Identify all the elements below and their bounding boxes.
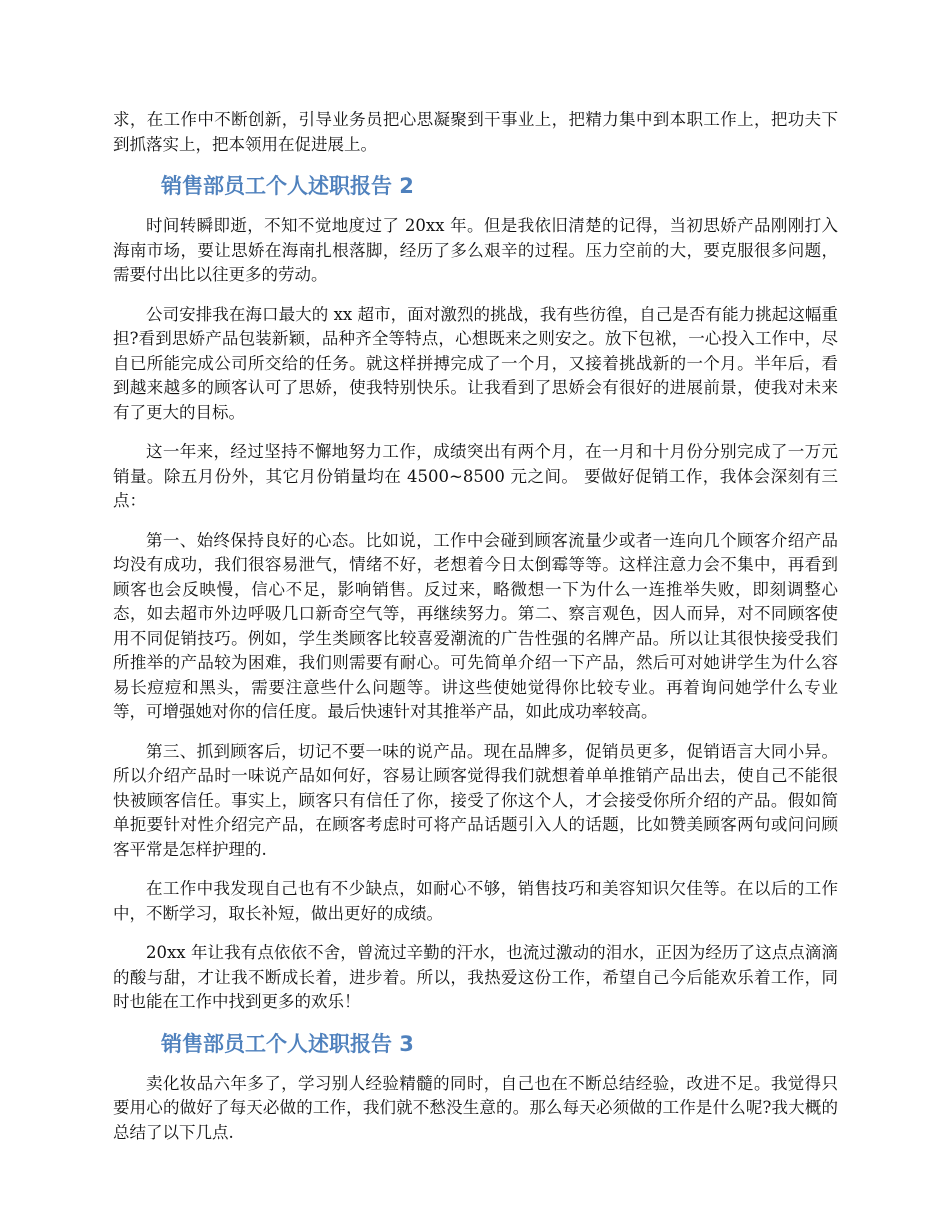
section-2-paragraph-4: 第一、始终保持良好的心态。比如说，工作中会碰到顾客流量少或者一连向几个顾客介绍产品均没有成功，我们很容易泄气，情绪不好，老想着今日太倒霉等等。这样注意力会不集中，再看到顾客也会反映慢，信心不足，影响销售。反过来，略微想一下为什么一连推举失败，即刻调整心态，如去超市外边呼吸几口新奇空气等，再继续努力。第二、察言观色，因人而异，对不同顾客使用不同促销技巧。例如，学生类顾客比较喜爱潮流的广告性强的名牌产品。所以让其很快接受我们所推举的产品较为困难，我们则需要有耐心。可先简单介绍一下产品，然后可对她讲学生为什么容易长痘痘和黑头，需要注意些什么问题等。讲这些使她觉得你比较专业。再着询问她学什么专业等，可增强她对你的信任度。最后快速针对其推举产品，如此成功率较高。 <box>113 530 838 721</box>
section-2-paragraph-6: 在工作中我发现自己也有不少缺点，如耐心不够，销售技巧和美容知识欠佳等。在以后的工作中，不断学习，取长补短，做出更好的成绩。 <box>113 879 838 923</box>
section-2-paragraph-1: 时间转瞬即逝，不知不觉地度过了 20xx 年。但是我依旧清楚的记得，当初思娇产品刚刚打入海南市场，要让思娇在海南扎根落脚，经历了多么艰辛的过程。压力空前的大，要克服很多问题，需要付出比以往更多的劳动。 <box>113 216 838 284</box>
section-2-paragraph-2: 公司安排我在海口最大的 xx 超市，面对激烈的挑战，我有些彷徨，自己是否有能力挑起这幅重担?看到思娇产品包装新颖，品种齐全等特点，心想既来之则安之。放下包袱，一心投入工作中，尽自已所能完成公司所交给的任务。就这样拼搏完成了一个月，又接着挑战新的一个月。半年后，看到越来越多的顾客认可了思娇，使我特别快乐。让我看到了思娇会有很好的进展前景，使我对未来有了更大的目标。 <box>113 304 838 422</box>
intro-paragraph: 求，在工作中不断创新，引导业务员把心思凝聚到干事业上，把精力集中到本职工作上，把功夫下到抓落实上，把本领用在促进展上。 <box>113 110 838 154</box>
section-3-paragraph-1: 卖化妆品六年多了，学习别人经验精髓的同时，自己也在不断总结经验，改进不足。我觉得只要用心的做好了每天必做的工作，我们就不愁没生意的。那么每天必须做的工作是什么呢?我大概的总结了以下几点. <box>113 1073 838 1142</box>
section-2-paragraph-7: 20xx 年让我有点依依不舍，曾流过辛勤的汗水，也流过激动的泪水，正因为经历了这点点滴滴的酸与甜，才让我不断成长着，进步着。所以，我热爱这份工作，希望自己今后能欢乐着工作，同时也能在工作中找到更多的欢乐！ <box>113 943 838 1011</box>
section-2-paragraph-5: 第三、抓到顾客后，切记不要一味的说产品。现在品牌多，促销员更多，促销语言大同小异。所以介绍产品时一味说产品如何好，容易让顾客觉得我们就想着单单推销产品出去，使自己不能很快被顾客信任。事实上，顾客只有信任了你，接受了你这个人，才会接受你所介绍的产品。假如简单扼要针对性介绍完产品，在顾客考虑时可将产品话题引入人的话题，比如赞美顾客两句或问问顾客平常是怎样护理的. <box>113 741 838 859</box>
section-3-heading: 销售部员工个人述职报告 3 <box>161 1031 414 1056</box>
section-2-heading: 销售部员工个人述职报告 2 <box>161 174 414 198</box>
section-2-paragraph-3: 这一年来，经过坚持不懈地努力工作，成绩突出有两个月，在一月和十月份分别完成了一万元销量。除五月份外，其它月份销量均在 4500~8500 元之间。 要做好促销工作，我体会深刻有三点： <box>113 442 838 510</box>
